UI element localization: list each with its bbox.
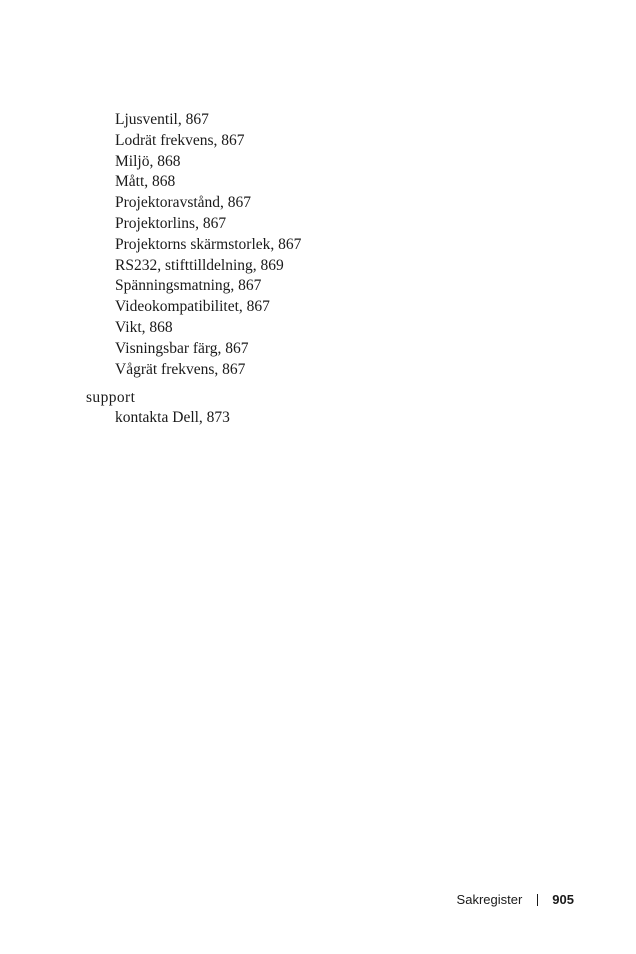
- index-subentry: kontakta Dell, 873: [115, 409, 230, 427]
- support-subentries: [86, 408, 301, 429]
- index-subentry: Projektorns skärmstorlek, 867: [115, 235, 302, 253]
- index-subentry: Lodrät frekvens, 867: [115, 131, 245, 149]
- index-subentry: Visningsbar färg, 867: [115, 339, 249, 357]
- index-subentries: [86, 110, 301, 380]
- index-subentry: Miljö, 868: [115, 152, 181, 170]
- index-subentry: RS232, stifttilldelning, 869: [115, 256, 284, 274]
- page-number: 905: [552, 892, 574, 907]
- footer-section-title: Sakregister: [456, 892, 523, 907]
- index-subentry: Vikt, 868: [115, 318, 173, 336]
- index-column: [86, 110, 301, 429]
- index-subentry: Vågrät frekvens, 867: [115, 360, 246, 378]
- footer-divider: [537, 894, 538, 906]
- index-subentry: Projektoravstånd, 867: [115, 194, 252, 212]
- page-footer: [457, 892, 574, 907]
- index-subentry: Videokompatibilitet, 867: [115, 298, 270, 316]
- index-subentry: Mått, 868: [115, 173, 176, 191]
- index-heading-support: support: [86, 389, 136, 407]
- index-subentry: Spänningsmatning, 867: [115, 277, 262, 295]
- index-subentry: Ljusventil, 867: [115, 111, 209, 128]
- index-subentry: Projektorlins, 867: [115, 214, 227, 232]
